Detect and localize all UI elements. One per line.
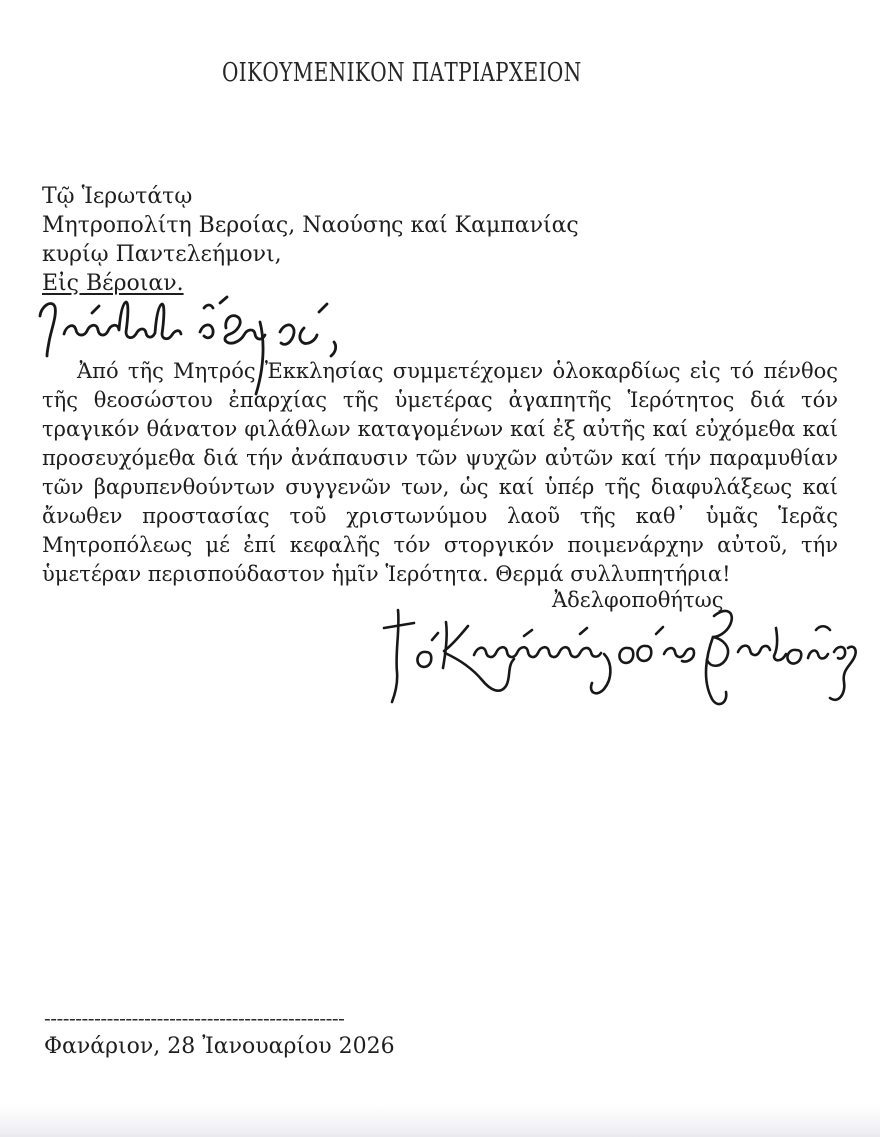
letterhead-title: ΟΙΚΟΥΜΕΝΙΚΟΝ ΠΑΤΡΙΑΡΧΕΙΟΝ: [222, 58, 582, 88]
recipient-line-name: κυρίῳ Παντελεήμονι,: [42, 242, 282, 267]
letter-body: Ἀπό τῆς Μητρός Ἐκκλησίας συμμετέχομεν ὁλοκαρδίως εἰς τό πένθος τῆς θεοσώστου ἐπαρχίας τῆς ὑμετέρας ἀγαπητῆς Ἱερότητος διά τόν τραγικόν θάνατον φιλάθλων καταγομένων καί ἐξ αὐτῆς καί εὐχόμεθα καί προσευχόμεθα διά τήν ἀνάπαυσιν τῶν ψυχῶν αὐτῶν καί τήν παραμυθίαν τῶν βαρυπενθούντων συγγενῶν των, ὡς καί ὑπέρ τῆς διαφυλάξεως καί ἄνωθεν προστασίας τοῦ χριστωνύμου λαοῦ τῆς καθ᾽ ὑμᾶς Ἱερᾶς Μητροπόλεως μέ ἐπί κεφαλῆς τόν στοργικόν ποιμενάρχην αὐτοῦ, τήν ὑμετέραν περισπούδαστον ἡμῖν Ἱερότητα. Θερμά συλλυπητήρια!: [42, 359, 838, 586]
closing-salutation: Ἀδελφοποθήτως: [552, 588, 724, 612]
recipient-line-city: Εἰς Βέροιαν.: [42, 271, 184, 296]
recipient-line-metropolitan: Μητροπολίτη Βεροίας, Ναούσης καί Καμπανίας: [42, 213, 579, 238]
page-bottom-shadow: [0, 1105, 880, 1137]
recipient-address-block: [42, 182, 579, 298]
dashed-divider: ------------------------------------------------: [44, 1006, 345, 1030]
handwritten-signature-ink: [376, 598, 864, 720]
recipient-line-honorific: Τῷ Ἱερωτάτῳ: [42, 184, 193, 209]
place-and-date-line: Φανάριον, 28 Ἰανουαρίου 2026: [44, 1034, 395, 1059]
